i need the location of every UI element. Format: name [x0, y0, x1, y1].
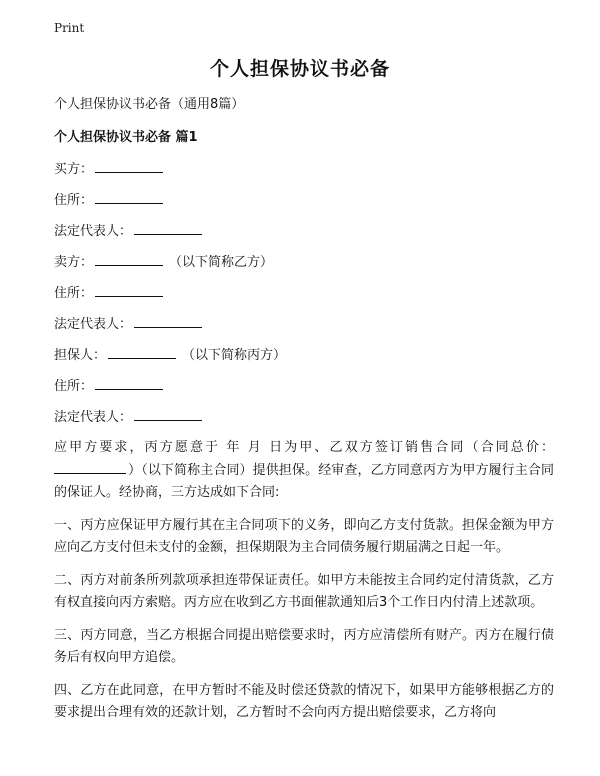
field-note: （以下简称丙方） — [182, 348, 287, 363]
blank-line — [95, 375, 163, 390]
blank-line — [95, 251, 163, 266]
field-buyer-address — [54, 189, 554, 211]
field-seller-address — [54, 282, 554, 304]
clause-paragraph: 三、丙方同意，当乙方根据合同提出赔偿要求时，丙方应清偿所有财产。丙方在履行债务后有权向甲方追偿。 — [54, 628, 554, 665]
blank-line — [95, 158, 163, 173]
blank-line — [108, 344, 176, 359]
field-buyer — [54, 158, 554, 180]
blank-line — [134, 313, 202, 328]
field-label: 法定代表人： — [54, 317, 133, 332]
field-note: （以下简称乙方） — [169, 255, 274, 270]
document-title: 个人担保协议书必备 — [209, 58, 390, 80]
field-seller — [54, 251, 554, 273]
intro-paragraph — [54, 437, 554, 504]
blank-line — [95, 189, 163, 204]
document-subtitle: 个人担保协议书必备（通用8篇） — [54, 97, 245, 112]
clause-paragraph: 四、乙方在此同意，在甲方暂时不能及时偿还贷款的情况下，如果甲方能够根据乙方的要求提出合理有效的还款计划，乙方暂时不会向丙方提出赔偿要求，乙方将向 — [54, 683, 554, 720]
field-label: 担保人： — [54, 348, 107, 363]
field-buyer-representative — [54, 220, 554, 242]
blank-line — [134, 406, 202, 421]
contract-total-blank — [54, 459, 126, 474]
field-label: 卖方： — [54, 255, 94, 270]
field-label: 住所： — [54, 286, 94, 301]
intro-text-part1: 应甲方要求，丙方愿意于 年 月 日为甲、乙双方签订销售合同（合同总价： — [54, 440, 554, 455]
field-seller-representative — [54, 313, 554, 335]
blank-line — [95, 282, 163, 297]
field-guarantor — [54, 344, 554, 366]
field-guarantor-address — [54, 375, 554, 397]
clause-paragraph: 二、丙方对前条所列款项承担连带保证责任。如甲方未能按主合同约定付清货款，乙方有权直接向丙方索赔。丙方应在收到乙方书面催款通知后3个工作日内付清上述款项。 — [54, 573, 554, 610]
field-label: 法定代表人： — [54, 410, 133, 425]
print-link[interactable]: Print — [54, 21, 85, 35]
field-guarantor-representative — [54, 406, 554, 428]
document-body — [54, 94, 554, 735]
intro-text-part2: ）（以下简称主合同）提供担保。经审查，乙方同意丙方为甲方履行主合同的保证人。经协商，三方达成如下合同: — [54, 463, 554, 500]
clause-paragraph: 一、丙方应保证甲方履行其在主合同项下的义务，即向乙方支付货款。担保金额为甲方应向乙方支付但未支付的金额，担保期限为主合同债务履行期届满之日起一年。 — [54, 518, 554, 555]
field-label: 住所： — [54, 379, 94, 394]
blank-line — [134, 220, 202, 235]
section-heading: 个人担保协议书必备 篇1 — [54, 130, 198, 145]
field-label: 住所： — [54, 193, 94, 208]
field-label: 买方： — [54, 162, 94, 177]
field-label: 法定代表人： — [54, 224, 133, 239]
